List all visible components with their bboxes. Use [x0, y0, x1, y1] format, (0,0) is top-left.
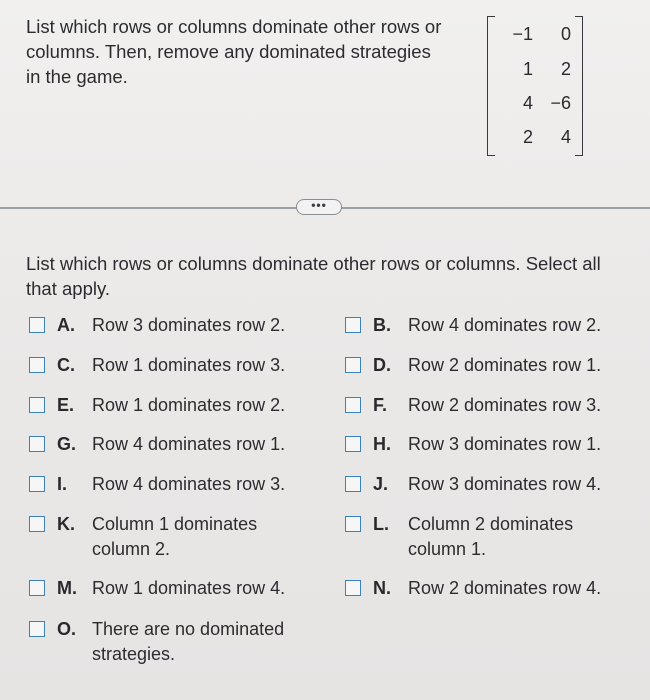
option-letter: M. [57, 578, 77, 598]
option-text: Row 3 dominates row 2. [92, 315, 286, 335]
matrix-cell: 4 [560, 127, 571, 147]
checkbox[interactable] [29, 621, 45, 637]
matrix-cell: 0 [560, 24, 571, 44]
expand-more-button[interactable]: ••• [296, 199, 342, 215]
option-letter: N. [373, 578, 391, 598]
option-text-line2: column 2. [92, 539, 171, 559]
matrix-cell: −6 [550, 93, 571, 113]
option-letter: K. [57, 514, 75, 534]
checkbox[interactable] [345, 516, 361, 532]
checkbox[interactable] [29, 580, 45, 596]
option-text: Row 3 dominates row 1. [408, 434, 602, 454]
option-letter: E. [57, 395, 75, 415]
checkbox[interactable] [29, 476, 45, 492]
option-text-line2: strategies. [92, 644, 176, 664]
matrix-row [497, 93, 577, 119]
checkbox[interactable] [29, 436, 45, 452]
checkbox[interactable] [345, 397, 361, 413]
option-text: Row 1 dominates row 2. [92, 395, 286, 415]
matrix-cell: 2 [522, 127, 533, 147]
option-letter: J. [373, 474, 389, 494]
option-text: Row 4 dominates row 2. [408, 315, 602, 335]
matrix-row [497, 59, 577, 85]
option-text: Row 1 dominates row 4. [92, 578, 286, 598]
checkbox[interactable] [345, 436, 361, 452]
matrix-left-bracket [487, 16, 495, 156]
checkbox[interactable] [345, 476, 361, 492]
option-letter: F. [373, 395, 388, 415]
option-text: There are no dominated [92, 619, 285, 639]
option-text: Column 1 dominates [92, 514, 258, 534]
option-text: Row 1 dominates row 3. [92, 355, 286, 375]
matrix-cell: 2 [560, 59, 571, 79]
checkbox[interactable] [345, 317, 361, 333]
option-letter: I. [57, 474, 68, 494]
checkbox[interactable] [29, 317, 45, 333]
option-text: Row 3 dominates row 4. [408, 474, 602, 494]
option-letter: A. [57, 315, 75, 335]
checkbox[interactable] [345, 357, 361, 373]
option-letter: D. [373, 355, 391, 375]
payoff-matrix [487, 16, 583, 156]
option-letter: L. [373, 514, 389, 534]
matrix-cell: 4 [522, 93, 533, 113]
matrix-row [497, 24, 577, 50]
checkbox[interactable] [29, 516, 45, 532]
question-text: List which rows or columns dominate other rows or columns. Then, remove any dominated strategies in the game. [26, 16, 442, 87]
option-text: Row 4 dominates row 1. [92, 434, 286, 454]
option-letter: G. [57, 434, 77, 454]
option-text: Row 2 dominates row 4. [408, 578, 602, 598]
checkbox[interactable] [345, 580, 361, 596]
option-letter: B. [373, 315, 391, 335]
option-letter: O. [57, 619, 77, 639]
checkbox[interactable] [29, 357, 45, 373]
option-text: Column 2 dominates [408, 514, 574, 534]
checkbox[interactable] [29, 397, 45, 413]
option-text: Row 2 dominates row 1. [408, 355, 602, 375]
matrix-cell: −1 [512, 24, 533, 44]
option-letter: C. [57, 355, 75, 375]
matrix-row [497, 127, 577, 153]
option-text-line2: column 1. [408, 539, 487, 559]
option-text: Row 2 dominates row 3. [408, 395, 602, 415]
matrix-cell: 1 [522, 59, 533, 79]
option-text: Row 4 dominates row 3. [92, 474, 286, 494]
option-letter: H. [373, 434, 391, 454]
prompt-text: List which rows or columns dominate other rows or columns. Select all that apply. [26, 253, 601, 299]
